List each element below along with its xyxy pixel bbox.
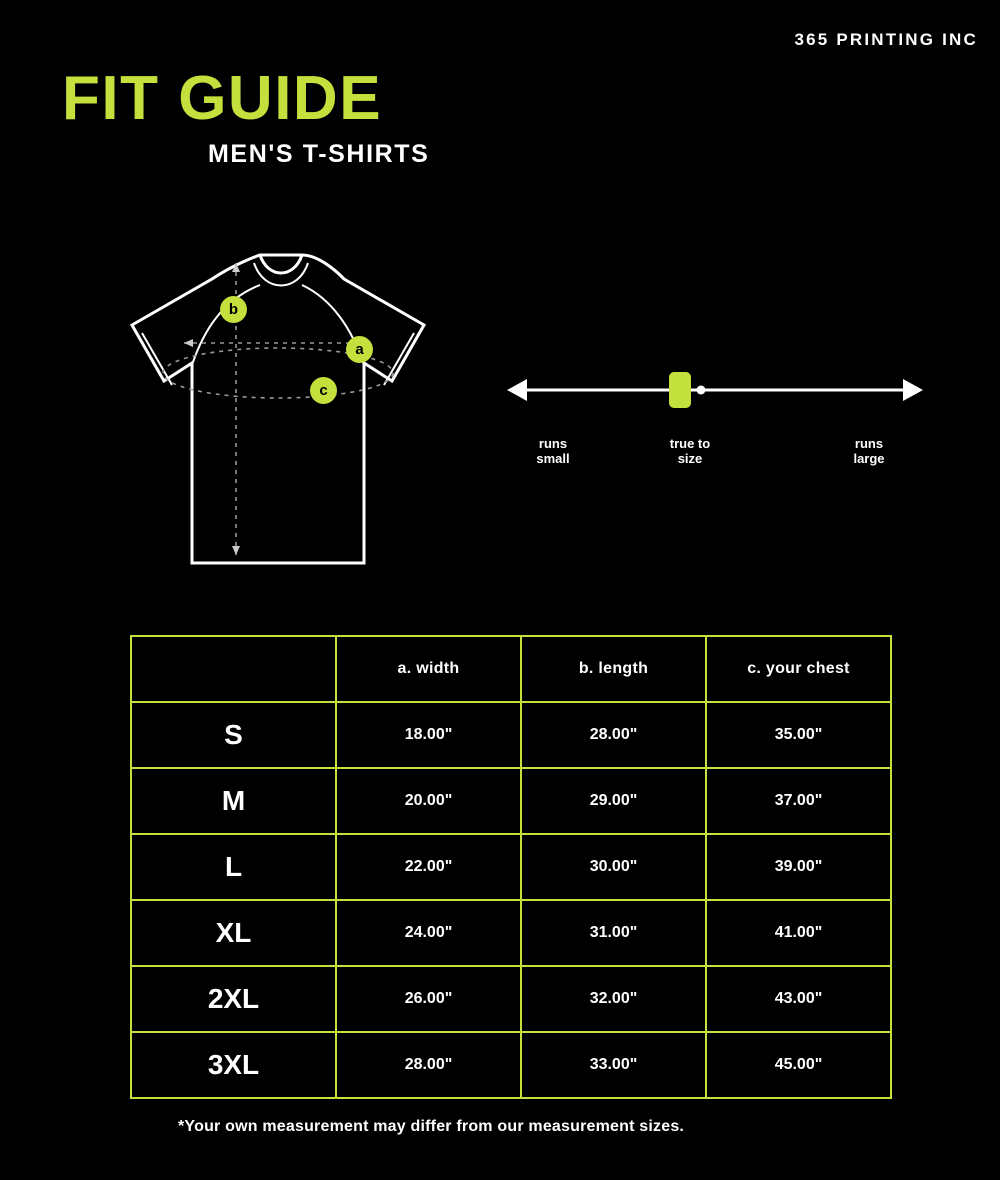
fit-scale-label-small-line2: small (536, 450, 570, 466)
row-length: 32.00" (521, 966, 706, 1032)
row-size: 2XL (131, 966, 336, 1032)
row-length: 29.00" (521, 768, 706, 834)
row-size: M (131, 768, 336, 834)
table-row (131, 834, 891, 900)
row-width: 24.00" (336, 900, 521, 966)
badge-a (346, 336, 373, 363)
fit-scale-label-true-line2: size (677, 450, 703, 466)
fit-scale-label-true (635, 437, 745, 467)
table-header-width: a. width (336, 636, 521, 702)
title-block (62, 64, 430, 169)
badge-b-label: b (228, 301, 239, 318)
table-header-row (131, 636, 891, 702)
row-size: 3XL (131, 1032, 336, 1098)
row-chest: 43.00" (706, 966, 891, 1032)
row-chest: 39.00" (706, 834, 891, 900)
badge-c-label: c (319, 382, 328, 399)
tshirt-diagram (80, 225, 500, 585)
table-row (131, 702, 891, 768)
table-header-chest: c. your chest (706, 636, 891, 702)
table-row (131, 768, 891, 834)
fit-scale-label-small (505, 437, 601, 467)
brand-name: 365 PRINTING INC (794, 30, 978, 49)
badge-c (310, 377, 337, 404)
table-row (131, 900, 891, 966)
row-chest: 35.00" (706, 702, 891, 768)
footnote: *Your own measurement may differ from our measurement sizes. (178, 1118, 685, 1135)
tshirt-illustration (80, 225, 500, 585)
row-width: 26.00" (336, 966, 521, 1032)
row-width: 22.00" (336, 834, 521, 900)
table-row (131, 1032, 891, 1098)
row-length: 31.00" (521, 900, 706, 966)
fit-scale-marker (669, 372, 691, 408)
page-title: FIT GUIDE (62, 64, 383, 133)
fit-scale-axis (505, 360, 925, 420)
row-width: 28.00" (336, 1032, 521, 1098)
page-subtitle: MEN'S T-SHIRTS (208, 140, 430, 168)
row-length: 30.00" (521, 834, 706, 900)
fit-scale-label-large-line1: runs (854, 436, 884, 451)
row-chest: 37.00" (706, 768, 891, 834)
badge-b (220, 296, 247, 323)
row-chest: 41.00" (706, 900, 891, 966)
row-size: XL (131, 900, 336, 966)
fit-scale-label-large-line2: large (853, 450, 885, 466)
row-width: 18.00" (336, 702, 521, 768)
row-width: 20.00" (336, 768, 521, 834)
row-size: L (131, 834, 336, 900)
fit-scale (505, 360, 925, 480)
fit-scale-label-true-line1: true to (669, 436, 711, 451)
row-length: 33.00" (521, 1032, 706, 1098)
fit-scale-label-large (821, 437, 917, 467)
row-length: 28.00" (521, 702, 706, 768)
size-table (130, 635, 892, 1099)
size-table-wrapper (130, 635, 890, 1099)
row-size: S (131, 702, 336, 768)
badge-a-label: a (355, 341, 364, 358)
table-header-size (131, 636, 336, 702)
fit-scale-labels (505, 437, 925, 477)
fit-scale-label-small-line1: runs (538, 436, 568, 451)
table-header-length: b. length (521, 636, 706, 702)
row-chest: 45.00" (706, 1032, 891, 1098)
table-row (131, 966, 891, 1032)
